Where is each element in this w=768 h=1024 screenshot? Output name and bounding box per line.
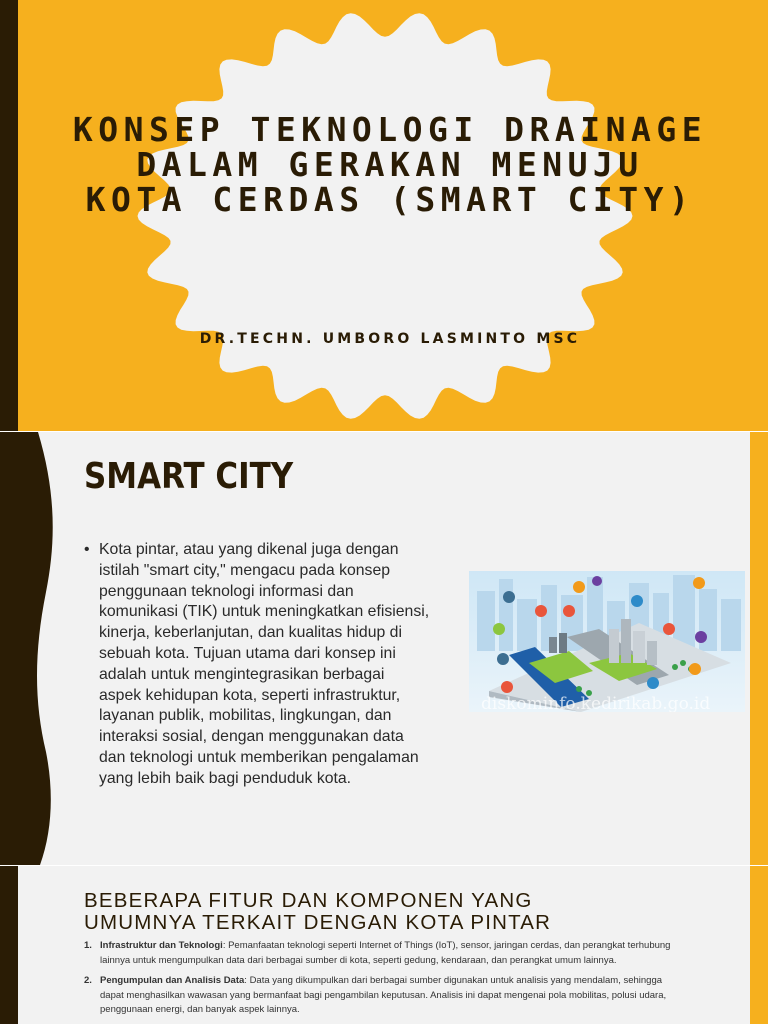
paragraph-line: layanan publik, mobilitas, lingkungan, dan xyxy=(99,707,392,725)
item-number: 2. xyxy=(84,975,92,986)
item-text-line: dapat menghasilkan wawasan yang bermanfaat bagi pengambilan keputusan. Analisis ini dapat mengenai pola mobilitas, polusi udara, xyxy=(100,989,667,1001)
paragraph-text xyxy=(99,541,429,787)
slide-heading: SMART CITY xyxy=(84,456,294,497)
item-title: Infrastruktur dan Teknologi xyxy=(100,940,223,951)
heading-line-1: BEBERAPA FITUR DAN KOMPONEN YANG xyxy=(84,889,533,912)
item-text-line: penggunaan energi, dan banyak aspek lainnya. xyxy=(100,1004,300,1015)
paragraph-line: aspek kehidupan kota, seperti infrastruktur, xyxy=(99,686,401,704)
paragraph-line: komunikasi (TIK) untuk meningkatkan efisiensi, xyxy=(99,603,430,621)
title-line-3: KOTA CERDAS (SMART CITY) xyxy=(85,180,695,219)
heading-line-2: UMUMNYA TERKAIT DENGAN KOTA PINTAR xyxy=(84,911,552,934)
presenter-name: DR.TECHN. UMBORO LASMINTO MSC xyxy=(199,331,581,347)
paragraph-line: yang lebih baik bagi penduduk kota. xyxy=(99,769,352,787)
paragraph-line: sebuah kota. Tujuan utama dari konsep ini xyxy=(99,644,396,662)
paragraph-line: interaksi sosial, dengan menggunakan data xyxy=(99,728,404,746)
presentation-title xyxy=(40,112,740,217)
slide-heading xyxy=(84,890,704,934)
paragraph-line: kinerja, keberlanjutan, dan kualitas hidup di xyxy=(99,624,402,642)
paragraph-line: istilah "smart city," mengacu pada konsep xyxy=(99,561,391,579)
features-slide xyxy=(0,866,768,1024)
smart-city-illustration xyxy=(469,571,745,712)
item-text-line: lainnya untuk mengumpulkan data dari berbagai sumber di kota, seperti gedung, kendaraan, dan perangkat umum lainnya. xyxy=(100,954,617,966)
image-watermark: diskominfo.kedirikab.go.id xyxy=(481,694,711,712)
bullet-paragraph xyxy=(80,540,475,790)
item-title: Pengumpulan dan Analisis Data xyxy=(100,975,245,986)
item-number: 1. xyxy=(84,940,92,951)
title-slide xyxy=(0,0,768,431)
title-line-1: KONSEP TEKNOLOGI DRAINAGE xyxy=(72,110,708,149)
list-item xyxy=(84,939,724,968)
paragraph-line: Kota pintar, atau yang dikenal juga dengan xyxy=(99,541,399,558)
body-list xyxy=(80,540,475,790)
bullet-icon: • xyxy=(84,541,90,558)
list-item xyxy=(84,974,724,1018)
left-accent-bar xyxy=(0,866,18,1024)
paragraph-line: penggunaan teknologi informasi dan xyxy=(99,582,354,600)
features-list xyxy=(84,939,724,1024)
right-accent-bar xyxy=(750,432,768,865)
right-accent-bar xyxy=(750,866,768,1024)
title-line-2: DALAM GERAKAN MENUJU xyxy=(136,145,644,184)
item-text-line: : Data yang dikumpulkan dari berbagai sumber digunakan untuk analisis yang mendalam, sehingga xyxy=(244,975,663,986)
item-text-line: : Pemanfaatan teknologi seperti Internet of Things (IoT), sensor, jaringan cerdas, dan perangkat terhubung xyxy=(222,940,671,951)
smart-city-slide xyxy=(0,432,768,865)
paragraph-line: dan teknologi untuk memberikan pengalaman xyxy=(99,748,419,766)
left-wave-decoration xyxy=(0,432,60,865)
paragraph-line: adalah untuk mengintegrasikan berbagai xyxy=(99,665,385,683)
